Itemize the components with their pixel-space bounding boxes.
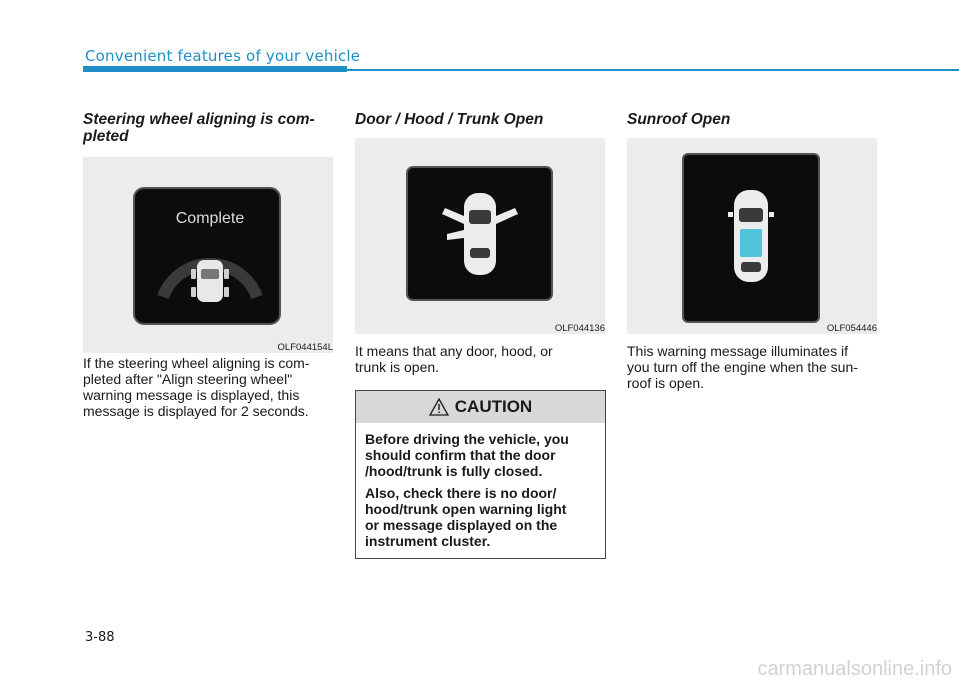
text-line: This warning message illuminates if xyxy=(627,343,848,359)
text-line: pleted after "Align steering wheel" xyxy=(83,371,293,387)
warning-triangle-icon xyxy=(429,398,449,416)
door-hood-trunk-title xyxy=(355,111,605,128)
text-line: warning message is displayed, this xyxy=(83,387,300,403)
text-line: hood/trunk open warning light xyxy=(365,501,567,517)
figure-code: OLF044136 xyxy=(554,323,605,334)
text-line: Also, check there is no door/ xyxy=(365,485,557,501)
text-line: trunk is open. xyxy=(355,359,440,375)
sunroof-open-figure xyxy=(627,138,877,334)
door-open-display-image xyxy=(355,138,605,334)
text-line: It means that any door, hood, or xyxy=(355,343,553,359)
title-line: Sunroof Open xyxy=(627,111,731,128)
text-line: should confirm that the door xyxy=(365,447,556,463)
page-number: 3-88 xyxy=(85,630,115,645)
title-line: Door / Hood / Trunk Open xyxy=(355,111,544,128)
figure-code: OLF054446 xyxy=(826,323,877,334)
title-line: Steering wheel aligning is com- xyxy=(83,111,315,128)
sunroof-display-image xyxy=(627,138,877,334)
text-line: you turn off the engine when the sun- xyxy=(627,359,858,375)
text-line: roof is open. xyxy=(627,375,705,391)
section-header-title: Convenient features of your vehicle xyxy=(85,47,361,65)
door-open-description xyxy=(355,343,605,375)
caution-paragraph xyxy=(365,431,597,479)
text-line: /hood/trunk is fully closed. xyxy=(365,463,543,479)
door-open-figure xyxy=(355,138,605,334)
caution-header xyxy=(356,391,605,423)
text-line: If the steering wheel aligning is com- xyxy=(83,355,310,371)
caution-paragraph xyxy=(365,485,597,549)
car-sunroof-icon xyxy=(728,190,774,282)
text-line: instrument cluster. xyxy=(365,533,491,549)
steering-complete-figure xyxy=(83,157,333,353)
caution-box xyxy=(355,390,606,559)
complete-text: Complete xyxy=(175,210,245,227)
sunroof-open-title xyxy=(627,111,877,128)
caution-title: CAUTION xyxy=(454,397,533,416)
figure-code: OLF044154L xyxy=(277,342,333,353)
watermark: carmanualsonline.info xyxy=(757,658,952,680)
sunroof-open-description xyxy=(627,343,877,391)
caution-body xyxy=(356,423,605,549)
steering-aligned-description xyxy=(83,355,333,419)
text-line: or message displayed on the xyxy=(365,517,558,533)
text-line: message is displayed for 2 seconds. xyxy=(83,403,309,419)
title-line: pleted xyxy=(83,128,129,145)
header-rule xyxy=(347,69,959,71)
header-accent-bar xyxy=(83,66,347,72)
cluster-display-image xyxy=(83,157,333,353)
text-line: Before driving the vehicle, you xyxy=(365,431,569,447)
steering-aligned-title xyxy=(83,111,333,145)
